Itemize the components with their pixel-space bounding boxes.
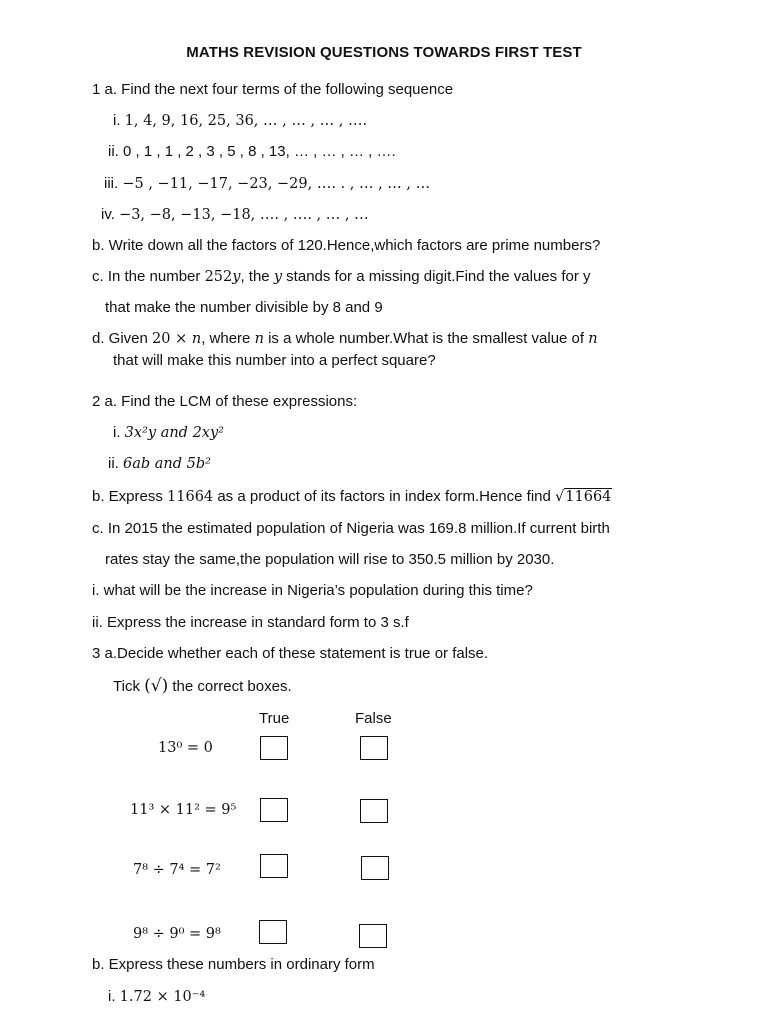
q3b-i-expr: 1.72 × 10⁻⁴ <box>119 989 206 1005</box>
q1d-pre: d. Given <box>92 330 153 347</box>
q1d-var3: n <box>588 331 598 347</box>
q1a-ii-sequence: 0 , 1 , 1 , 2 , 3 , 5 , 8 , 13, … , … , … , …. <box>123 143 396 160</box>
page-title: MATHS REVISION QUESTIONS TOWARDS FIRST TEST <box>186 44 582 61</box>
q2b-pre: b. Express <box>92 488 168 505</box>
q1d-mid: , where <box>201 330 255 347</box>
q2a-ii-expr: 6ab and 5b² <box>123 456 211 472</box>
checkbox-false-4[interactable] <box>359 924 387 948</box>
q2b-sqrt-radicand: 11664 <box>565 489 612 505</box>
q2c-line2: rates stay the same,the population will rise to 350.5 million by 2030. <box>105 551 555 568</box>
q2b-sqrt: √11664 <box>555 489 612 505</box>
q1c-post: stands for a missing digit.Find the values for y <box>282 268 591 285</box>
checkbox-true-2[interactable] <box>260 798 288 822</box>
q1d-var2: n <box>254 331 264 347</box>
checkbox-false-2[interactable] <box>360 799 388 823</box>
q1d-text <box>92 330 598 348</box>
statement-4: 9⁸ ÷ 9⁰ = 9⁸ <box>133 926 221 942</box>
q1a-ii-label: ii. <box>108 143 119 160</box>
q2a-ii <box>108 455 211 473</box>
q3a-tick-instruction <box>113 677 292 696</box>
statement-3: 7⁸ ÷ 7⁴ = 7² <box>133 862 221 878</box>
q1c-mid: , the <box>240 268 274 285</box>
q2c-i: i. what will be the increase in Nigeria’s population during this time? <box>92 582 533 599</box>
q2a-ii-label: ii. <box>108 455 119 472</box>
q3b-text: b. Express these numbers in ordinary form <box>92 956 375 973</box>
checkbox-false-1[interactable] <box>360 736 388 760</box>
q2a-i <box>113 424 224 442</box>
q1a-text: 1 a. Find the next four terms of the following sequence <box>92 81 454 98</box>
q1a-i-sequence: 1, 4, 9, 16, 25, 36, … , … , … , …. <box>124 113 368 129</box>
q3-tick-pre: Tick <box>113 678 145 695</box>
q2c-line1: c. In 2015 the estimated population of Nigeria was 169.8 million.If current birth <box>92 520 610 537</box>
q3b-i-label: i. <box>108 988 116 1005</box>
checkbox-false-3[interactable] <box>361 856 389 880</box>
q1c-pre: c. In the number <box>92 268 205 285</box>
q2b-number: 11664 <box>167 489 214 505</box>
q1a-i <box>113 112 367 130</box>
q1a-iii-label: iii. <box>104 175 119 192</box>
q1c-var: y <box>232 269 241 285</box>
q3a-text: 3 a.Decide whether each of these statement is true or false. <box>92 645 489 662</box>
q1d-expr: 20 × <box>152 331 192 347</box>
q3-tick-post: the correct boxes. <box>168 678 292 695</box>
q1c-text <box>92 268 591 286</box>
checkbox-true-4[interactable] <box>259 920 287 944</box>
column-header-false: False <box>355 710 392 727</box>
q3b-i <box>108 988 205 1006</box>
q1a-iv <box>101 206 369 224</box>
statement-1: 13⁰ = 0 <box>158 740 213 756</box>
q1d-post: is a whole number.What is the smallest value of <box>263 330 589 347</box>
q1b-text: b. Write down all the factors of 120.Hence,which factors are prime numbers? <box>92 237 601 254</box>
q2b-post: as a product of its factors in index form.Hence find <box>213 488 556 505</box>
q2b-text <box>92 488 612 506</box>
q2a-i-label: i. <box>113 424 121 441</box>
q1c-var2: y <box>273 269 283 285</box>
q1c-line2: that make the number divisible by 8 and 9 <box>105 299 383 316</box>
tick-symbol: (√) <box>144 676 169 696</box>
q1a-iv-label: iv. <box>101 206 115 223</box>
checkbox-true-3[interactable] <box>260 854 288 878</box>
q1a-iv-sequence: −3, −8, −13, −18, …. , …. , … , … <box>119 207 369 223</box>
q1d-var: n <box>191 331 202 347</box>
q1a-i-label: i. <box>113 112 121 129</box>
q1c-number: 252 <box>204 269 233 285</box>
q2c-ii: ii. Express the increase in standard form to 3 s.f <box>92 614 409 631</box>
column-header-true: True <box>259 710 290 727</box>
q2a-i-expr: 3x²y and 2xy² <box>124 425 224 441</box>
checkbox-true-1[interactable] <box>260 736 288 760</box>
q1a-iii <box>104 175 430 193</box>
q1d-line2: that will make this number into a perfect square? <box>113 352 436 369</box>
q1a-iii-sequence: −5 , −11, −17, −23, −29, …. . , … , … , … <box>122 176 431 192</box>
q2a-text: 2 a. Find the LCM of these expressions: <box>92 393 358 410</box>
statement-2: 11³ × 11² = 9⁵ <box>130 802 237 818</box>
q1a-ii <box>108 143 396 161</box>
